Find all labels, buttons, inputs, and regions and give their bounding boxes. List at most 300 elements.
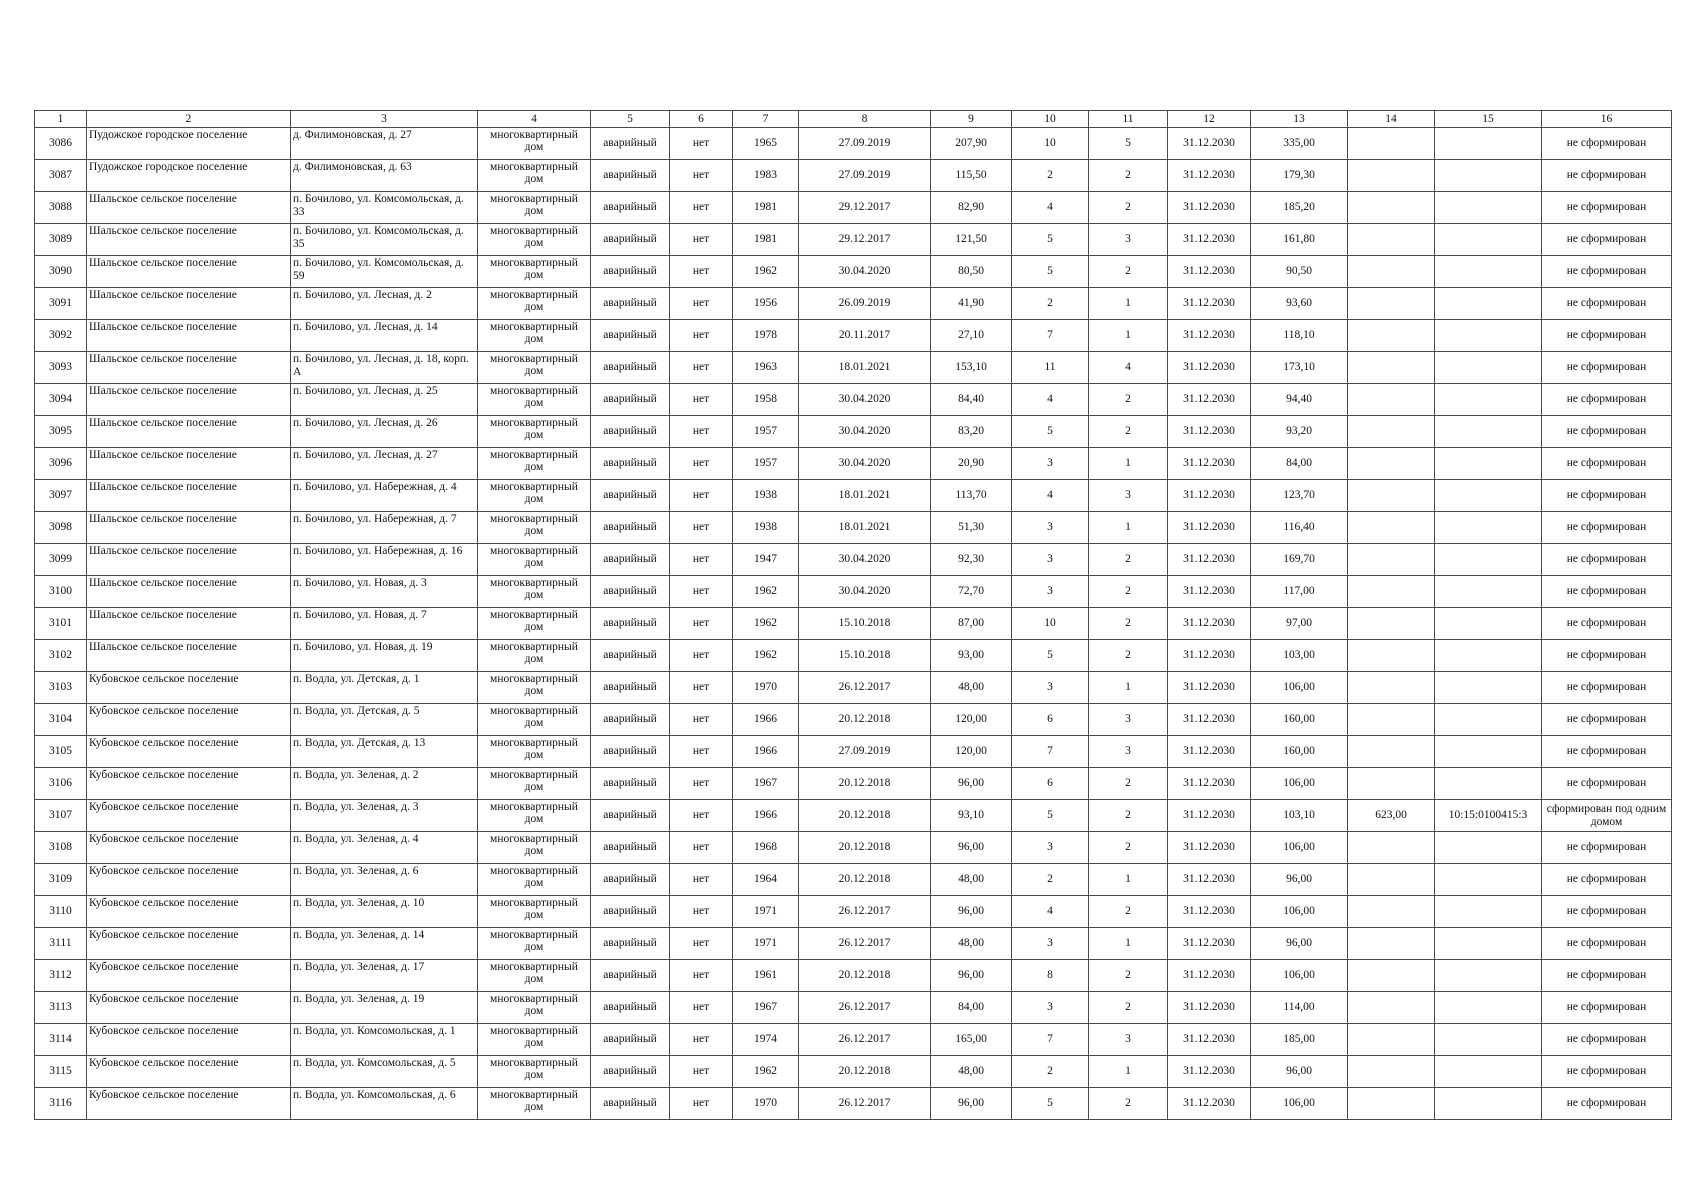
total-area-cell: 123,70 — [1251, 480, 1348, 512]
land-plot-status-cell: не сформирован — [1542, 1024, 1672, 1056]
residents-count-cell: 2 — [1012, 1056, 1089, 1088]
area-value-cell: 48,00 — [931, 864, 1012, 896]
land-plot-status-cell: не сформирован — [1542, 512, 1672, 544]
condition-status-cell: аварийный — [591, 256, 670, 288]
cadastral-number-cell — [1435, 672, 1542, 704]
column-header-9: 9 — [931, 111, 1012, 128]
land-plot-status-cell: не сформирован — [1542, 352, 1672, 384]
recognition-date-cell: 30.04.2020 — [799, 416, 931, 448]
total-area-cell: 114,00 — [1251, 992, 1348, 1024]
recognition-date-cell: 26.12.2017 — [799, 928, 931, 960]
land-area-cell — [1348, 1088, 1435, 1120]
recognition-date-cell: 26.12.2017 — [799, 992, 931, 1024]
resettlement-deadline-cell: 31.12.2030 — [1168, 992, 1251, 1024]
area-value-cell: 84,00 — [931, 992, 1012, 1024]
apartments-count-cell: 2 — [1089, 640, 1168, 672]
recognition-date-cell: 20.12.2018 — [799, 704, 931, 736]
year-built-cell: 1964 — [733, 864, 799, 896]
row-number-cell: 3113 — [35, 992, 87, 1024]
cadastral-number-cell — [1435, 384, 1542, 416]
residents-count-cell: 7 — [1012, 736, 1089, 768]
column-header-3: 3 — [291, 111, 478, 128]
area-value-cell: 20,90 — [931, 448, 1012, 480]
building-type-cell: многоквартирный дом — [478, 256, 591, 288]
land-plot-status-cell: не сформирован — [1542, 384, 1672, 416]
address-cell: п. Водла, ул. Комсомольская, д. 6 — [291, 1088, 478, 1120]
row-number-cell: 3107 — [35, 800, 87, 832]
condition-status-cell: аварийный — [591, 768, 670, 800]
cadastral-number-cell — [1435, 288, 1542, 320]
area-value-cell: 113,70 — [931, 480, 1012, 512]
flag-no-cell: нет — [670, 864, 733, 896]
condition-status-cell: аварийный — [591, 160, 670, 192]
residents-count-cell: 6 — [1012, 768, 1089, 800]
table-row — [35, 544, 1672, 576]
row-number-cell: 3097 — [35, 480, 87, 512]
condition-status-cell: аварийный — [591, 1056, 670, 1088]
condition-status-cell: аварийный — [591, 992, 670, 1024]
residents-count-cell: 3 — [1012, 512, 1089, 544]
settlement-name-cell: Шальское сельское поселение — [87, 352, 291, 384]
resettlement-deadline-cell: 31.12.2030 — [1168, 320, 1251, 352]
residents-count-cell: 4 — [1012, 896, 1089, 928]
recognition-date-cell: 20.11.2017 — [799, 320, 931, 352]
address-cell: д. Филимоновская, д. 27 — [291, 128, 478, 160]
building-type-cell: многоквартирный дом — [478, 992, 591, 1024]
year-built-cell: 1938 — [733, 480, 799, 512]
row-number-cell: 3093 — [35, 352, 87, 384]
land-area-cell — [1348, 640, 1435, 672]
residents-count-cell: 4 — [1012, 192, 1089, 224]
land-area-cell — [1348, 544, 1435, 576]
cadastral-number-cell — [1435, 1056, 1542, 1088]
table-row — [35, 288, 1672, 320]
settlement-name-cell: Шальское сельское поселение — [87, 512, 291, 544]
flag-no-cell: нет — [670, 704, 733, 736]
residents-count-cell: 3 — [1012, 544, 1089, 576]
address-cell: п. Бочилово, ул. Набережная, д. 4 — [291, 480, 478, 512]
apartments-count-cell: 1 — [1089, 672, 1168, 704]
flag-no-cell: нет — [670, 608, 733, 640]
resettlement-deadline-cell: 31.12.2030 — [1168, 160, 1251, 192]
recognition-date-cell: 30.04.2020 — [799, 544, 931, 576]
condition-status-cell: аварийный — [591, 128, 670, 160]
column-header-2: 2 — [87, 111, 291, 128]
table-row — [35, 768, 1672, 800]
resettlement-deadline-cell: 31.12.2030 — [1168, 480, 1251, 512]
column-header-7: 7 — [733, 111, 799, 128]
building-type-cell: многоквартирный дом — [478, 352, 591, 384]
resettlement-deadline-cell: 31.12.2030 — [1168, 928, 1251, 960]
total-area-cell: 97,00 — [1251, 608, 1348, 640]
condition-status-cell: аварийный — [591, 1024, 670, 1056]
flag-no-cell: нет — [670, 800, 733, 832]
year-built-cell: 1970 — [733, 1088, 799, 1120]
year-built-cell: 1981 — [733, 192, 799, 224]
condition-status-cell: аварийный — [591, 288, 670, 320]
total-area-cell: 103,00 — [1251, 640, 1348, 672]
address-cell: п. Водла, ул. Зеленая, д. 6 — [291, 864, 478, 896]
cadastral-number-cell — [1435, 1024, 1542, 1056]
apartments-count-cell: 1 — [1089, 928, 1168, 960]
cadastral-number-cell — [1435, 704, 1542, 736]
settlement-name-cell: Кубовское сельское поселение — [87, 832, 291, 864]
land-plot-status-cell: не сформирован — [1542, 160, 1672, 192]
flag-no-cell: нет — [670, 384, 733, 416]
building-type-cell: многоквартирный дом — [478, 672, 591, 704]
recognition-date-cell: 18.01.2021 — [799, 352, 931, 384]
land-area-cell — [1348, 1024, 1435, 1056]
land-area-cell — [1348, 256, 1435, 288]
table-row — [35, 416, 1672, 448]
flag-no-cell: нет — [670, 288, 733, 320]
address-cell: д. Филимоновская, д. 63 — [291, 160, 478, 192]
address-cell: п. Бочилово, ул. Лесная, д. 26 — [291, 416, 478, 448]
total-area-cell: 94,40 — [1251, 384, 1348, 416]
building-type-cell: многоквартирный дом — [478, 128, 591, 160]
total-area-cell: 90,50 — [1251, 256, 1348, 288]
resettlement-deadline-cell: 31.12.2030 — [1168, 224, 1251, 256]
building-type-cell: многоквартирный дом — [478, 416, 591, 448]
table-row — [35, 512, 1672, 544]
area-value-cell: 96,00 — [931, 896, 1012, 928]
total-area-cell: 96,00 — [1251, 1056, 1348, 1088]
land-plot-status-cell: не сформирован — [1542, 640, 1672, 672]
total-area-cell: 179,30 — [1251, 160, 1348, 192]
column-header-16: 16 — [1542, 111, 1672, 128]
residents-count-cell: 11 — [1012, 352, 1089, 384]
residents-count-cell: 4 — [1012, 384, 1089, 416]
year-built-cell: 1974 — [733, 1024, 799, 1056]
row-number-cell: 3098 — [35, 512, 87, 544]
resettlement-deadline-cell: 31.12.2030 — [1168, 384, 1251, 416]
recognition-date-cell: 26.12.2017 — [799, 672, 931, 704]
address-cell: п. Водла, ул. Зеленая, д. 19 — [291, 992, 478, 1024]
year-built-cell: 1961 — [733, 960, 799, 992]
land-plot-status-cell: не сформирован — [1542, 1056, 1672, 1088]
apartments-count-cell: 2 — [1089, 544, 1168, 576]
row-number-cell: 3105 — [35, 736, 87, 768]
cadastral-number-cell — [1435, 928, 1542, 960]
flag-no-cell: нет — [670, 992, 733, 1024]
cadastral-number-cell — [1435, 352, 1542, 384]
residents-count-cell: 2 — [1012, 288, 1089, 320]
table-row — [35, 192, 1672, 224]
land-area-cell — [1348, 672, 1435, 704]
resettlement-deadline-cell: 31.12.2030 — [1168, 416, 1251, 448]
total-area-cell: 160,00 — [1251, 736, 1348, 768]
condition-status-cell: аварийный — [591, 224, 670, 256]
recognition-date-cell: 20.12.2018 — [799, 864, 931, 896]
settlement-name-cell: Шальское сельское поселение — [87, 224, 291, 256]
recognition-date-cell: 20.12.2018 — [799, 1056, 931, 1088]
area-value-cell: 93,00 — [931, 640, 1012, 672]
building-type-cell: многоквартирный дом — [478, 928, 591, 960]
land-plot-status-cell: не сформирован — [1542, 192, 1672, 224]
flag-no-cell: нет — [670, 320, 733, 352]
table-row — [35, 736, 1672, 768]
building-type-cell: многоквартирный дом — [478, 832, 591, 864]
building-type-cell: многоквартирный дом — [478, 896, 591, 928]
cadastral-number-cell — [1435, 736, 1542, 768]
row-number-cell: 3096 — [35, 448, 87, 480]
land-plot-status-cell: не сформирован — [1542, 224, 1672, 256]
settlement-name-cell: Шальское сельское поселение — [87, 192, 291, 224]
residents-count-cell: 6 — [1012, 704, 1089, 736]
address-cell: п. Бочилово, ул. Комсомольская, д. 59 — [291, 256, 478, 288]
total-area-cell: 103,10 — [1251, 800, 1348, 832]
resettlement-deadline-cell: 31.12.2030 — [1168, 896, 1251, 928]
settlement-name-cell: Кубовское сельское поселение — [87, 736, 291, 768]
apartments-count-cell: 1 — [1089, 288, 1168, 320]
condition-status-cell: аварийный — [591, 352, 670, 384]
row-number-cell: 3101 — [35, 608, 87, 640]
land-plot-status-cell: сформирован под одним домом — [1542, 800, 1672, 832]
area-value-cell: 115,50 — [931, 160, 1012, 192]
recognition-date-cell: 20.12.2018 — [799, 768, 931, 800]
column-header-1: 1 — [35, 111, 87, 128]
area-value-cell: 72,70 — [931, 576, 1012, 608]
apartments-count-cell: 2 — [1089, 256, 1168, 288]
apartments-count-cell: 3 — [1089, 224, 1168, 256]
building-type-cell: многоквартирный дом — [478, 192, 591, 224]
total-area-cell: 117,00 — [1251, 576, 1348, 608]
cadastral-number-cell — [1435, 320, 1542, 352]
condition-status-cell: аварийный — [591, 416, 670, 448]
year-built-cell: 1967 — [733, 992, 799, 1024]
building-type-cell: многоквартирный дом — [478, 640, 591, 672]
land-area-cell — [1348, 928, 1435, 960]
row-number-cell: 3106 — [35, 768, 87, 800]
resettlement-deadline-cell: 31.12.2030 — [1168, 128, 1251, 160]
recognition-date-cell: 27.09.2019 — [799, 128, 931, 160]
land-plot-status-cell: не сформирован — [1542, 960, 1672, 992]
table-row — [35, 896, 1672, 928]
building-type-cell: многоквартирный дом — [478, 736, 591, 768]
apartments-count-cell: 1 — [1089, 1056, 1168, 1088]
apartments-count-cell: 2 — [1089, 960, 1168, 992]
row-number-cell: 3088 — [35, 192, 87, 224]
resettlement-deadline-cell: 31.12.2030 — [1168, 288, 1251, 320]
row-number-cell: 3100 — [35, 576, 87, 608]
cadastral-number-cell — [1435, 512, 1542, 544]
land-area-cell — [1348, 480, 1435, 512]
resettlement-deadline-cell: 31.12.2030 — [1168, 672, 1251, 704]
settlement-name-cell: Пудожское городское поселение — [87, 160, 291, 192]
land-area-cell — [1348, 736, 1435, 768]
settlement-name-cell: Кубовское сельское поселение — [87, 992, 291, 1024]
area-value-cell: 153,10 — [931, 352, 1012, 384]
settlement-name-cell: Кубовское сельское поселение — [87, 864, 291, 896]
total-area-cell: 185,00 — [1251, 1024, 1348, 1056]
year-built-cell: 1970 — [733, 672, 799, 704]
residents-count-cell: 5 — [1012, 224, 1089, 256]
condition-status-cell: аварийный — [591, 448, 670, 480]
cadastral-number-cell — [1435, 160, 1542, 192]
land-plot-status-cell: не сформирован — [1542, 704, 1672, 736]
table-row — [35, 160, 1672, 192]
building-type-cell: многоквартирный дом — [478, 320, 591, 352]
year-built-cell: 1963 — [733, 352, 799, 384]
row-number-cell: 3094 — [35, 384, 87, 416]
area-value-cell: 120,00 — [931, 704, 1012, 736]
land-plot-status-cell: не сформирован — [1542, 544, 1672, 576]
table-row — [35, 256, 1672, 288]
land-area-cell — [1348, 896, 1435, 928]
resettlement-deadline-cell: 31.12.2030 — [1168, 960, 1251, 992]
row-number-cell: 3104 — [35, 704, 87, 736]
residents-count-cell: 3 — [1012, 992, 1089, 1024]
total-area-cell: 169,70 — [1251, 544, 1348, 576]
address-cell: п. Водла, ул. Детская, д. 5 — [291, 704, 478, 736]
land-area-cell — [1348, 960, 1435, 992]
resettlement-deadline-cell: 31.12.2030 — [1168, 512, 1251, 544]
settlement-name-cell: Шальское сельское поселение — [87, 448, 291, 480]
apartments-count-cell: 2 — [1089, 1088, 1168, 1120]
apartments-count-cell: 3 — [1089, 736, 1168, 768]
settlement-name-cell: Кубовское сельское поселение — [87, 1088, 291, 1120]
year-built-cell: 1981 — [733, 224, 799, 256]
row-number-cell: 3110 — [35, 896, 87, 928]
cadastral-number-cell — [1435, 128, 1542, 160]
year-built-cell: 1966 — [733, 800, 799, 832]
total-area-cell: 106,00 — [1251, 1088, 1348, 1120]
area-value-cell: 82,90 — [931, 192, 1012, 224]
building-type-cell: многоквартирный дом — [478, 1024, 591, 1056]
area-value-cell: 165,00 — [931, 1024, 1012, 1056]
residents-count-cell: 10 — [1012, 608, 1089, 640]
year-built-cell: 1971 — [733, 928, 799, 960]
resettlement-deadline-cell: 31.12.2030 — [1168, 192, 1251, 224]
apartments-count-cell: 2 — [1089, 384, 1168, 416]
table-row — [35, 1024, 1672, 1056]
settlement-name-cell: Кубовское сельское поселение — [87, 928, 291, 960]
flag-no-cell: нет — [670, 256, 733, 288]
table-row — [35, 224, 1672, 256]
cadastral-number-cell — [1435, 768, 1542, 800]
settlement-name-cell: Кубовское сельское поселение — [87, 1024, 291, 1056]
year-built-cell: 1966 — [733, 704, 799, 736]
building-type-cell: многоквартирный дом — [478, 800, 591, 832]
year-built-cell: 1962 — [733, 576, 799, 608]
cadastral-number-cell — [1435, 992, 1542, 1024]
row-number-cell: 3099 — [35, 544, 87, 576]
address-cell: п. Водла, ул. Зеленая, д. 10 — [291, 896, 478, 928]
condition-status-cell: аварийный — [591, 896, 670, 928]
area-value-cell: 121,50 — [931, 224, 1012, 256]
land-plot-status-cell: не сформирован — [1542, 1088, 1672, 1120]
total-area-cell: 106,00 — [1251, 832, 1348, 864]
year-built-cell: 1957 — [733, 416, 799, 448]
apartments-count-cell: 2 — [1089, 992, 1168, 1024]
flag-no-cell: нет — [670, 352, 733, 384]
land-plot-status-cell: не сформирован — [1542, 288, 1672, 320]
recognition-date-cell: 20.12.2018 — [799, 832, 931, 864]
land-plot-status-cell: не сформирован — [1542, 416, 1672, 448]
total-area-cell: 118,10 — [1251, 320, 1348, 352]
row-number-cell: 3102 — [35, 640, 87, 672]
area-value-cell: 120,00 — [931, 736, 1012, 768]
column-header-14: 14 — [1348, 111, 1435, 128]
building-type-cell: многоквартирный дом — [478, 384, 591, 416]
apartments-count-cell: 2 — [1089, 832, 1168, 864]
apartments-count-cell: 2 — [1089, 160, 1168, 192]
land-area-cell — [1348, 384, 1435, 416]
building-type-cell: многоквартирный дом — [478, 224, 591, 256]
total-area-cell: 106,00 — [1251, 672, 1348, 704]
table-row — [35, 672, 1672, 704]
year-built-cell: 1966 — [733, 736, 799, 768]
address-cell: п. Бочилово, ул. Комсомольская, д. 35 — [291, 224, 478, 256]
resettlement-deadline-cell: 31.12.2030 — [1168, 1056, 1251, 1088]
resettlement-deadline-cell: 31.12.2030 — [1168, 448, 1251, 480]
residents-count-cell: 7 — [1012, 320, 1089, 352]
settlement-name-cell: Шальское сельское поселение — [87, 544, 291, 576]
address-cell: п. Бочилово, ул. Новая, д. 3 — [291, 576, 478, 608]
flag-no-cell: нет — [670, 448, 733, 480]
residents-count-cell: 3 — [1012, 672, 1089, 704]
cadastral-number-cell — [1435, 640, 1542, 672]
building-type-cell: многоквартирный дом — [478, 448, 591, 480]
row-number-cell: 3091 — [35, 288, 87, 320]
apartments-count-cell: 3 — [1089, 704, 1168, 736]
resettlement-deadline-cell: 31.12.2030 — [1168, 800, 1251, 832]
land-area-cell — [1348, 128, 1435, 160]
land-area-cell — [1348, 448, 1435, 480]
area-value-cell: 96,00 — [931, 832, 1012, 864]
apartments-count-cell: 2 — [1089, 608, 1168, 640]
residents-count-cell: 5 — [1012, 800, 1089, 832]
table-row — [35, 480, 1672, 512]
condition-status-cell: аварийный — [591, 192, 670, 224]
condition-status-cell: аварийный — [591, 736, 670, 768]
cadastral-number-cell — [1435, 896, 1542, 928]
residents-count-cell: 2 — [1012, 160, 1089, 192]
table-row — [35, 832, 1672, 864]
land-plot-status-cell: не сформирован — [1542, 768, 1672, 800]
land-area-cell — [1348, 704, 1435, 736]
apartments-count-cell: 2 — [1089, 896, 1168, 928]
area-value-cell: 48,00 — [931, 1056, 1012, 1088]
resettlement-deadline-cell: 31.12.2030 — [1168, 832, 1251, 864]
table-row — [35, 864, 1672, 896]
condition-status-cell: аварийный — [591, 960, 670, 992]
cadastral-number-cell — [1435, 576, 1542, 608]
total-area-cell: 173,10 — [1251, 352, 1348, 384]
total-area-cell: 93,60 — [1251, 288, 1348, 320]
resettlement-deadline-cell: 31.12.2030 — [1168, 1088, 1251, 1120]
table-row — [35, 352, 1672, 384]
condition-status-cell: аварийный — [591, 576, 670, 608]
year-built-cell: 1958 — [733, 384, 799, 416]
residents-count-cell: 3 — [1012, 448, 1089, 480]
building-type-cell: многоквартирный дом — [478, 1088, 591, 1120]
resettlement-deadline-cell: 31.12.2030 — [1168, 256, 1251, 288]
address-cell: п. Бочилово, ул. Новая, д. 19 — [291, 640, 478, 672]
table-header — [35, 111, 1672, 128]
flag-no-cell: нет — [670, 1024, 733, 1056]
settlement-name-cell: Кубовское сельское поселение — [87, 896, 291, 928]
flag-no-cell: нет — [670, 192, 733, 224]
condition-status-cell: аварийный — [591, 864, 670, 896]
building-type-cell: многоквартирный дом — [478, 608, 591, 640]
column-header-8: 8 — [799, 111, 931, 128]
address-cell: п. Водла, ул. Комсомольская, д. 1 — [291, 1024, 478, 1056]
cadastral-number-cell — [1435, 544, 1542, 576]
residents-count-cell: 8 — [1012, 960, 1089, 992]
row-number-cell: 3103 — [35, 672, 87, 704]
year-built-cell: 1967 — [733, 768, 799, 800]
